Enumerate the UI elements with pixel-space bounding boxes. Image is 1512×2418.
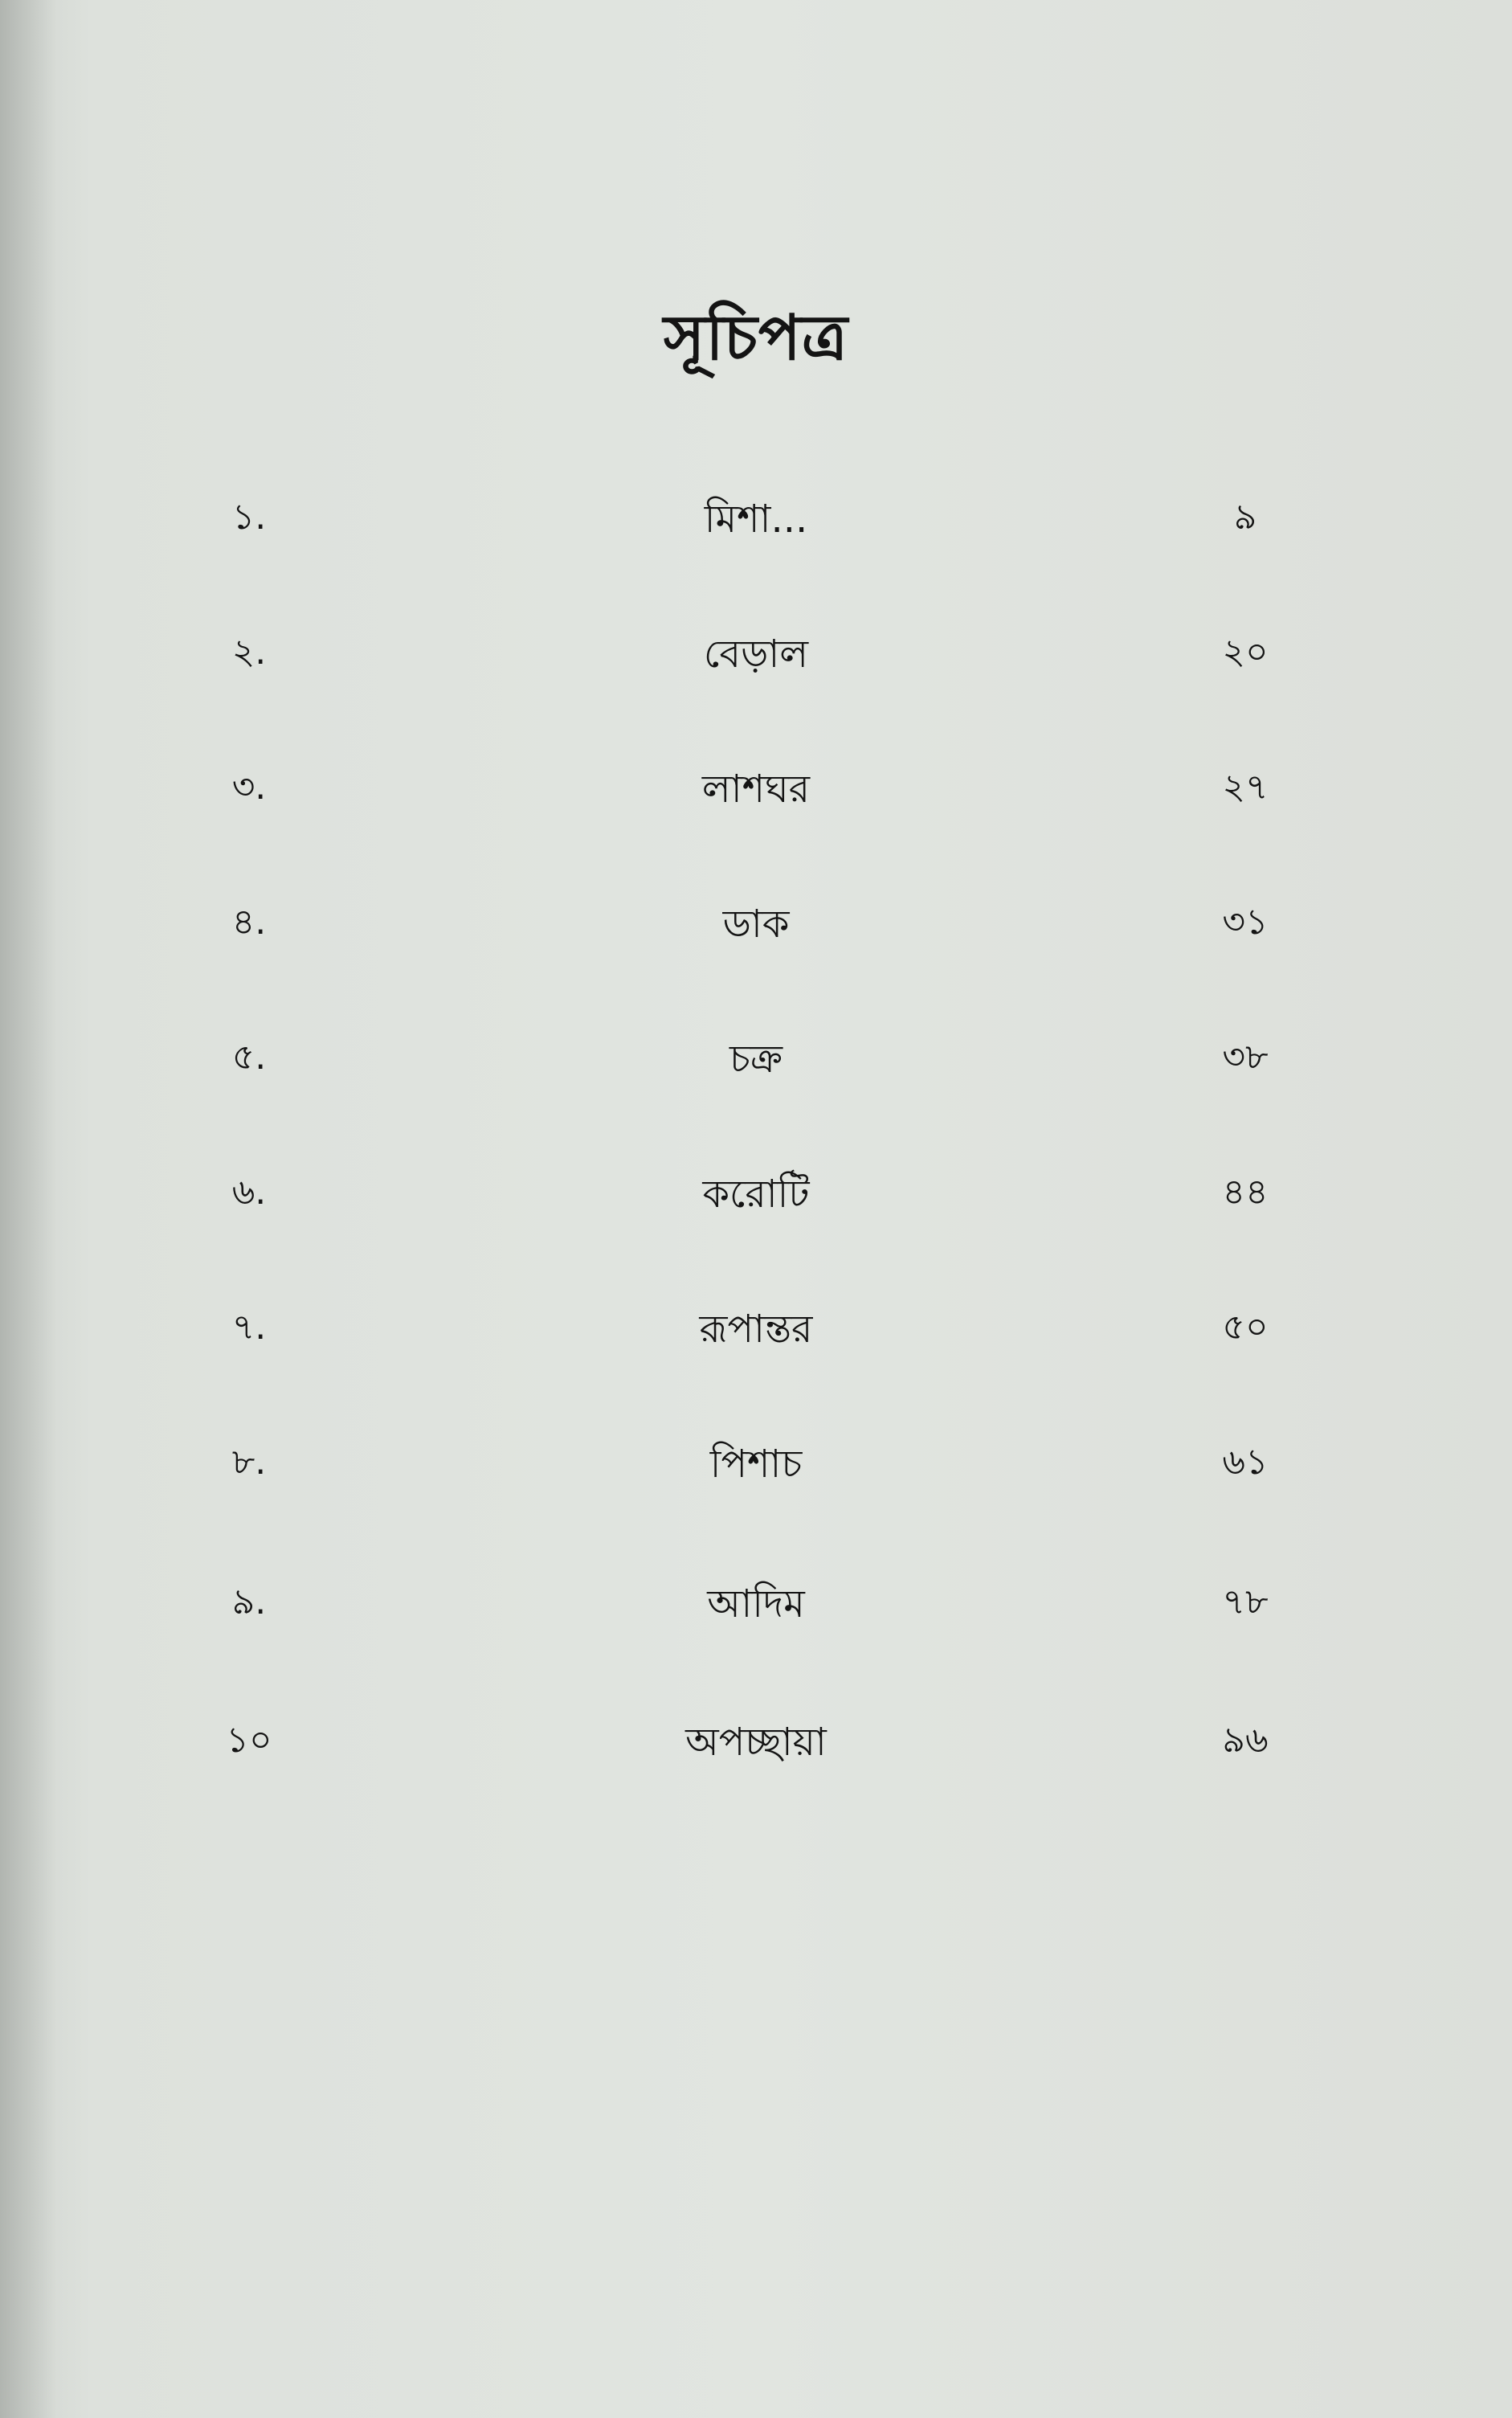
toc-page-number: ২৭ xyxy=(1222,767,1269,808)
toc-number: ১০ xyxy=(226,1720,272,1761)
toc-chapter-title: অপচ্ছায়া xyxy=(685,1720,827,1765)
toc-row xyxy=(0,625,1512,698)
toc-row xyxy=(0,1575,1512,1647)
toc-chapter-title: লাশঘর xyxy=(701,767,811,812)
toc-chapter-title: পিশাচ xyxy=(709,1442,803,1487)
toc-chapter-title: চক্র xyxy=(729,1037,783,1082)
toc-page-number: ২০ xyxy=(1222,632,1269,673)
toc-row xyxy=(0,1435,1512,1508)
toc-page-number: ৯৬ xyxy=(1222,1720,1269,1761)
toc-chapter-title: ডাক xyxy=(722,902,790,947)
toc-row xyxy=(0,895,1512,968)
toc-number: ৭. xyxy=(231,1307,267,1348)
toc-number: ৮. xyxy=(231,1442,267,1483)
toc-chapter-title: মিশা... xyxy=(704,497,808,542)
toc-page-number: ৯ xyxy=(1233,497,1257,538)
toc-number: ৫. xyxy=(231,1037,267,1078)
toc-chapter-title: রূপান্তর xyxy=(699,1307,813,1352)
toc-row xyxy=(0,1165,1512,1238)
toc-number: ৪. xyxy=(231,902,267,943)
toc-chapter-title: বেড়াল xyxy=(703,632,809,677)
page-title: সূচিপত্র xyxy=(663,302,849,374)
toc-page-number: ৩৮ xyxy=(1222,1037,1269,1078)
toc-number: ২. xyxy=(231,632,267,673)
toc-row xyxy=(0,760,1512,833)
toc-row xyxy=(0,1713,1512,1786)
toc-number: ৬. xyxy=(231,1172,267,1213)
toc-page-number: ৫০ xyxy=(1222,1307,1269,1348)
toc-chapter-title: করোটি xyxy=(702,1172,810,1217)
toc-page-number: ৩১ xyxy=(1222,902,1269,943)
toc-page-number: ৭৮ xyxy=(1222,1581,1269,1622)
toc-page-number: ৬১ xyxy=(1222,1442,1269,1483)
toc-row xyxy=(0,490,1512,563)
toc-row xyxy=(0,1030,1512,1103)
toc-number: ৩. xyxy=(231,767,267,808)
toc-number: ৯. xyxy=(231,1581,267,1622)
toc-chapter-title: আদিম xyxy=(707,1581,805,1626)
toc-row xyxy=(0,1300,1512,1373)
toc-number: ১. xyxy=(231,497,267,538)
toc-page-number: ৪৪ xyxy=(1222,1172,1269,1213)
